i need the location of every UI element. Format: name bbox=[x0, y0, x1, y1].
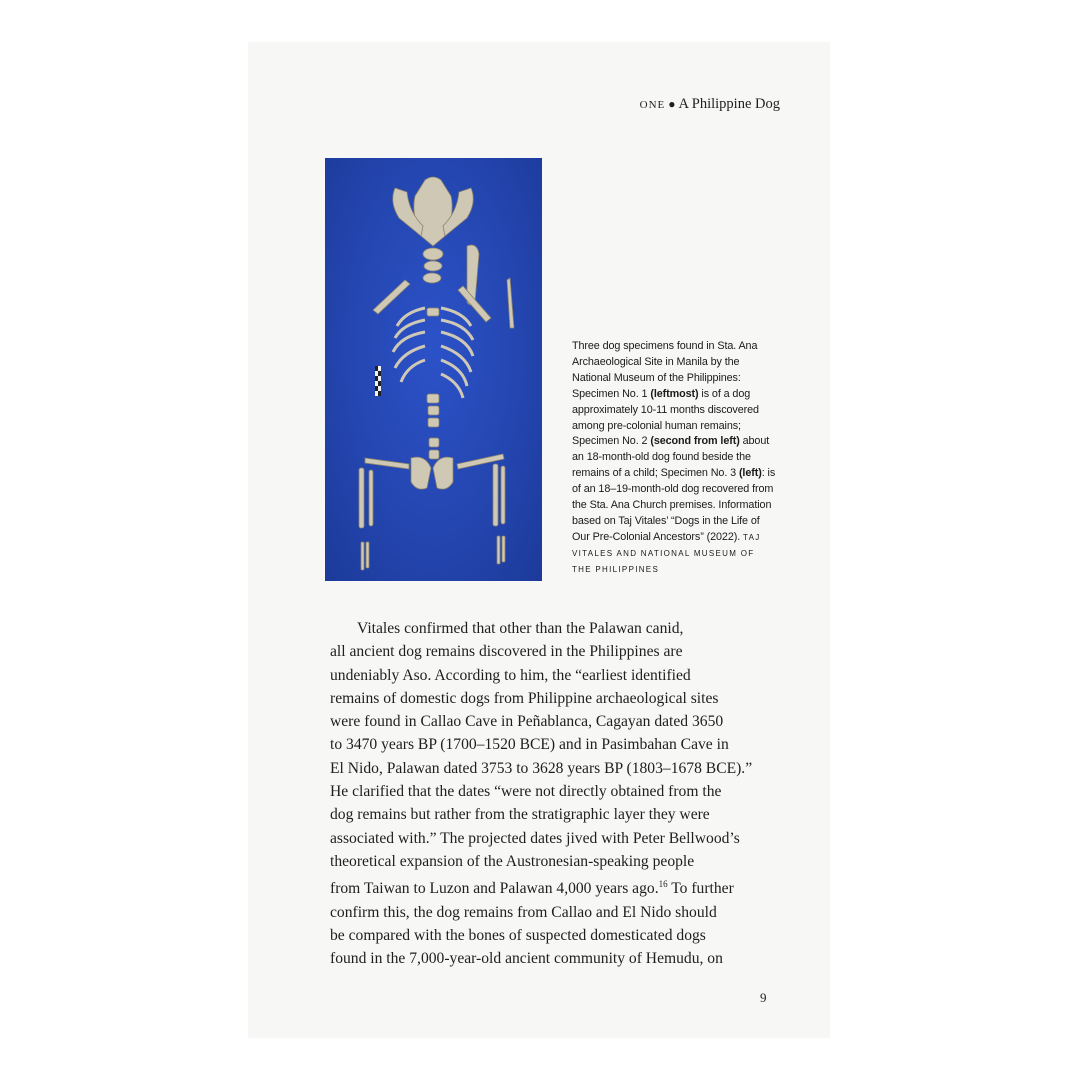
text-line: dog remains but rather from the stratigraphic layer they were bbox=[330, 806, 710, 824]
caption-bold: (leftmost) bbox=[650, 387, 699, 400]
footnote-marker[interactable]: 16 bbox=[658, 879, 668, 890]
text-line: associated with.” The projected dates jived with Peter Bellwood’s bbox=[330, 829, 740, 847]
text-line: remains of domestic dogs from Philippine archaeological sites bbox=[330, 689, 719, 707]
caption-text: about an 18-month-old dog found beside the remains of a child; Specimen No. 3 bbox=[572, 435, 770, 480]
text-line: El Nido, Palawan dated 3753 to 3628 years BP (1803–1678 BCE).” bbox=[330, 759, 753, 777]
dog-skeleton-photo bbox=[325, 158, 542, 581]
text-line: to 3470 years BP (1700–1520 BCE) and in Pasimbahan Cave in bbox=[330, 736, 729, 754]
photo-credit: TAJ VITALES AND NATIONAL MUSEUM OF THE PHILIPPINES bbox=[572, 532, 761, 574]
text-line bbox=[330, 873, 770, 900]
chapter-title: A Philippine Dog bbox=[678, 96, 780, 112]
text-fragment: To further bbox=[667, 880, 734, 898]
text-line: He clarified that the dates “were not directly obtained from the bbox=[330, 783, 722, 801]
caption-text: : is of an 18–19-month-old dog recovered from the Sta. Ana Church premises. Information based on Taj Vitales’ “Dogs in the Life of Our Pre-Colonial Ancestors” (2022). bbox=[572, 467, 776, 543]
body-text bbox=[330, 617, 770, 970]
text-line: undeniably Aso. According to him, the “earliest identified bbox=[330, 666, 691, 684]
caption-text: is of a dog approximately 10-11 months discovered among pre-colonial human remains; Specimen No. 2 bbox=[572, 387, 759, 448]
text-line: Vitales confirmed that other than the Palawan canid, bbox=[357, 620, 684, 637]
page-number: 9 bbox=[760, 990, 767, 1005]
running-head bbox=[570, 96, 780, 113]
caption-bold: (second from left) bbox=[650, 435, 740, 448]
caption-bold: (left) bbox=[738, 467, 762, 480]
bullet-icon: ● bbox=[668, 97, 676, 111]
chapter-label: ONE bbox=[639, 99, 666, 111]
dog-skeleton-icon bbox=[325, 158, 542, 581]
text-line: were found in Callao Cave in Peñablanca, Cagayan dated 3650 bbox=[330, 713, 724, 731]
caption-text: Three dog specimens found in Sta. Ana Archaeological Site in Manila by the National Museum of the Philippines: Specimen No. 1 bbox=[572, 340, 758, 400]
text-line: theoretical expansion of the Austronesian-speaking people bbox=[330, 852, 695, 870]
text-line: be compared with the bones of suspected domesticated dogs bbox=[330, 926, 706, 944]
text-line: confirm this, the dog remains from Callao and El Nido should bbox=[330, 903, 717, 921]
figure-caption bbox=[572, 339, 777, 578]
text-line: all ancient dog remains discovered in the Philippines are bbox=[330, 643, 683, 661]
text-fragment: from Taiwan to Luzon and Palawan 4,000 years ago. bbox=[330, 880, 659, 898]
text-line: found in the 7,000-year-old ancient community of Hemudu, on bbox=[330, 950, 723, 968]
